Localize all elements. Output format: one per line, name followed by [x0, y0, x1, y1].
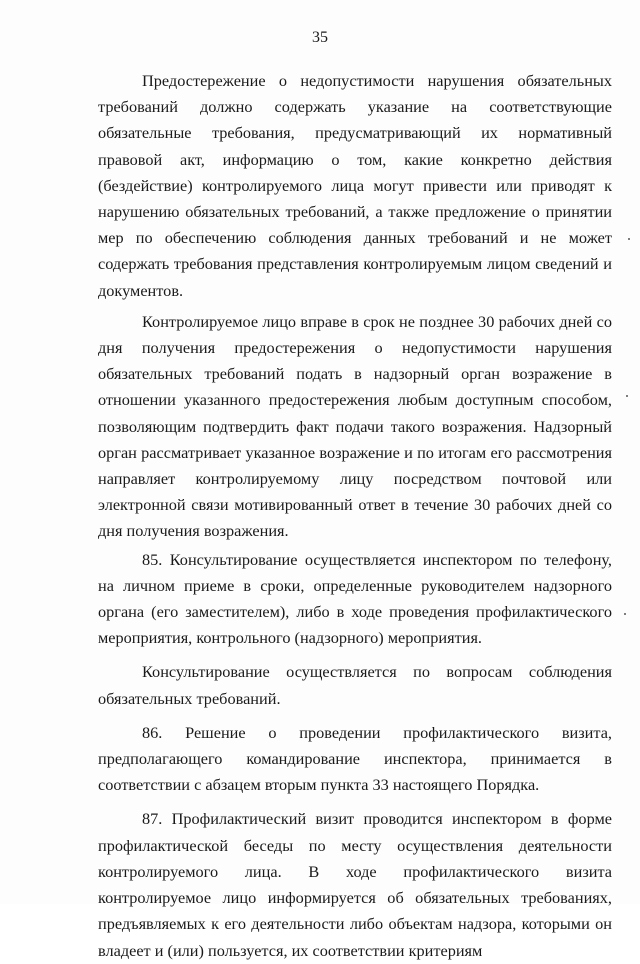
paragraph-86-visit-decision: 86. Решение о проведении профилактического визита, предполагающего командирование инспектора, принимается в соответствии с абзацем вторым пункта 33 настоящего Порядка.: [98, 722, 612, 795]
scan-speck: [626, 395, 628, 397]
paragraph-consulting-scope: Консультирование осуществляется по вопросам соблюдения обязательных требований.: [98, 662, 612, 708]
paragraph-87-preventive-visit: 87. Профилактический визит проводится инспектором в форме профилактической беседы по месту осуществления деятельности контролируемого лица. В ходе профилактического визита контролируемое лицо информируется об обязательных требованиях, предъявляемых к его деятельности либо объектам надзора, которыми он владеет и (или) пользуется, их соответствии критериям: [98, 809, 612, 960]
document-body: [98, 68, 612, 964]
paragraph-objection: Контролируемое лицо вправе в срок не позднее 30 рабочих дней со дня получения предостережения о недопустимости нарушения обязательных требований подать в надзорный орган возражение в отношении указанного предостережения любым доступным способом, позволяющим подтвердить факт подачи такого возражения. Надзорный орган рассматривает указанное возражение и по итогам его рассмотрения направляет контролируемому лицу посредством почтовой или электронной связи мотивированный ответ в течение 30 рабочих дней со дня получения возражения.: [98, 311, 612, 541]
paragraph-warning-content: Предостережение о недопустимости нарушения обязательных требований должно содержать указание на соответствующие обязательные требования, предусматривающий их нормативный правовой акт, информацию о том, какие конкретно действия (бездействие) контролируемого лица могут привести или приводят к нарушению обязательных требований, а также предложение о принятии мер по обеспечению соблюдения данных требований и не может содержать требования представления контролируемым лицом сведений и документов.: [98, 71, 612, 300]
scan-speck: [628, 238, 630, 240]
page-number: 35: [312, 29, 328, 46]
scan-speck: [624, 613, 626, 615]
paragraph-85-consulting: 85. Консультирование осуществляется инспектором по телефону, на личном приеме в сроки, определенные руководителем надзорного органа (его заместителем), либо в ходе проведения профилактического мероприятия, контрольного (надзорного) мероприятия.: [98, 549, 612, 648]
